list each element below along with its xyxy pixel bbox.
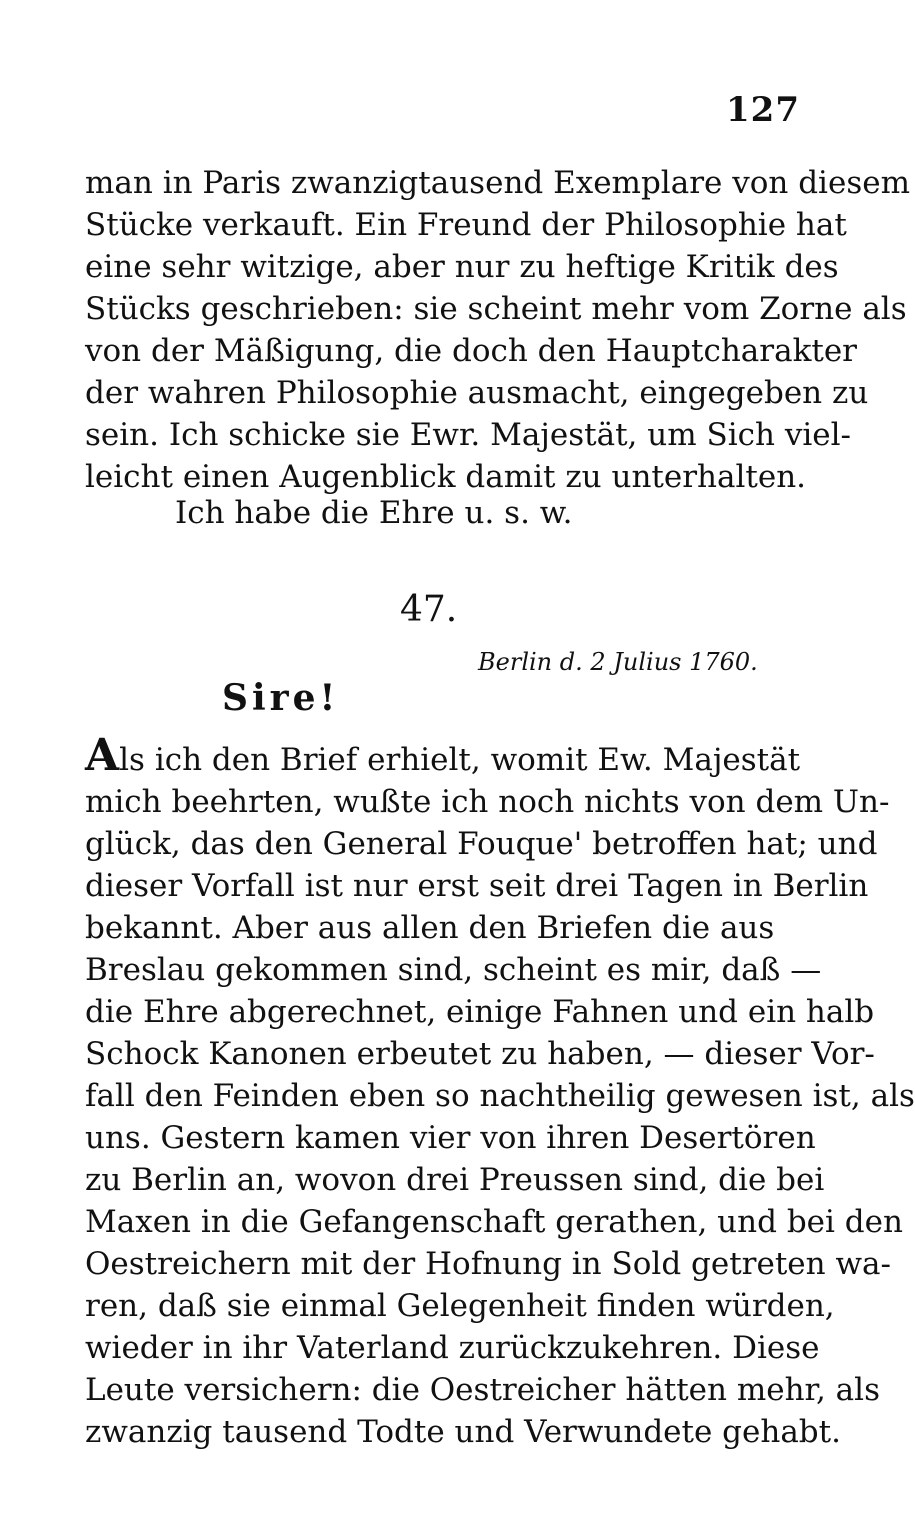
text-line: ren, daß sie einmal Gelegenheit finden würden, [85, 1288, 835, 1324]
page-number: 127 [726, 90, 800, 130]
text-line: bekannt. Aber aus allen den Briefen die aus [85, 910, 775, 946]
text-line-rest: ls ich den Brief erhielt, womit Ew. Majestät [119, 742, 801, 778]
text-line: Oestreichern mit der Hofnung in Sold getreten wa- [85, 1246, 891, 1282]
text-line: glück, das den General Fouque' betroffen hat; und [85, 826, 878, 862]
text-line: mich beehrten, wußte ich noch nichts von dem Un- [85, 784, 890, 820]
text-line: Stücks geschrieben: sie scheint mehr vom Zorne als [85, 291, 907, 327]
text-line: uns. Gestern kamen vier von ihren Desertören [85, 1120, 816, 1156]
text-line: Schock Kanonen erbeutet zu haben, — dieser Vor- [85, 1036, 875, 1072]
paragraph-2 [85, 730, 915, 1453]
text-line: man in Paris zwanzigtausend Exemplare von diesem [85, 165, 910, 201]
salutation: Sire! [222, 677, 340, 719]
paragraph-1 [85, 162, 910, 498]
text-line: die Ehre abgerechnet, einige Fahnen und ein halb [85, 994, 875, 1030]
text-line: sein. Ich schicke sie Ewr. Majestät, um Sich viel- [85, 417, 851, 453]
text-line: Maxen in die Gefangenschaft gerathen, und bei den [85, 1204, 903, 1240]
letter-number: 47. [400, 589, 458, 630]
text-line: dieser Vorfall ist nur erst seit drei Tagen in Berlin [85, 868, 869, 904]
text-line: Breslau gekommen sind, scheint es mir, daß — [85, 952, 822, 988]
text-line: leicht einen Augenblick damit zu unterhalten. [85, 459, 807, 495]
text-line [85, 730, 825, 781]
dateline: Berlin d. 2 Julius 1760. [478, 648, 758, 676]
text-line: zwanzig tausend Todte und Verwundete gehabt. [85, 1414, 841, 1450]
text-line: wieder in ihr Vaterland zurückzukehren. Diese [85, 1330, 820, 1366]
text-line: Leute versichern: die Oestreicher hätten mehr, als [85, 1372, 880, 1408]
text-line: eine sehr witzige, aber nur zu heftige Kritik des [85, 249, 839, 285]
text-line: fall den Feinden eben so nachtheilig gewesen ist, als [85, 1078, 915, 1114]
drop-cap: A [85, 730, 120, 781]
text-line: zu Berlin an, wovon drei Preussen sind, die bei [85, 1162, 825, 1198]
closing-line: Ich habe die Ehre u. s. w. [175, 495, 573, 531]
text-line: der wahren Philosophie ausmacht, eingegeben zu [85, 375, 869, 411]
text-line: Stücke verkauft. Ein Freund der Philosophie hat [85, 207, 847, 243]
text-line: von der Mäßigung, die doch den Hauptcharakter [85, 333, 857, 369]
